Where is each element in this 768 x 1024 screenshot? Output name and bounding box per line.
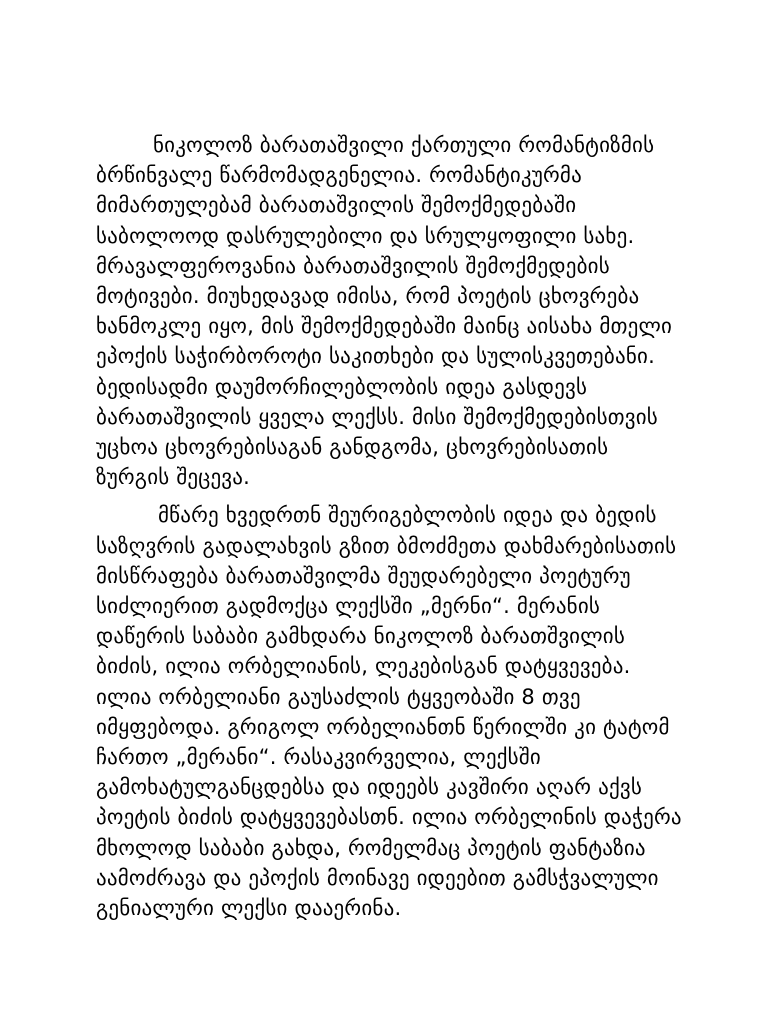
- text-line: ჩართო „მერანი“. რასაკვირველია, ლექსში: [96, 745, 541, 770]
- text-line: გენიალური ლექსი დააერინა.: [96, 896, 402, 921]
- essay-text: [96, 130, 736, 923]
- paragraph-2: [96, 500, 736, 923]
- text-line: საბოლოოდ დასრულებილი და სრულყოფილი სახე.: [96, 223, 635, 248]
- text-line: გამოხატულგანცდებსა და იდეებს კავშირი აღარ აქვს: [96, 775, 643, 800]
- text-line: მხოლოდ საბაბი გახდა, რომელმაც პოეტის ფანტაზია: [96, 835, 646, 860]
- text-line: საზღვრის გადალახვის გზით ბმოძმეთა დახმარებისათის: [96, 533, 677, 558]
- text-line: ზურგის შეცევა.: [96, 465, 251, 490]
- text-line: სიძლიერით გადმოქცა ლექსში „მერნი“. მერანის: [96, 594, 601, 619]
- text-line: ნიკოლოზ ბარათაშვილი ქართული რომანტიზმის: [153, 133, 655, 157]
- text-line: უცხოა ცხოვრებისაგან განდგომა, ცხოვრებისათის: [96, 435, 609, 460]
- text-line: მწარე ხვედრთნ შეურიგებლობის იდეა და ბედის: [158, 503, 657, 528]
- text-line: ეპოქის საჭირბოროტი საკითხები და სულისკვეთებანი.: [96, 344, 655, 369]
- text-line: პოეტის ბიძის დატყვევებასთნ. ილია ორბელინის დაჭერა: [96, 805, 682, 830]
- text-line: ბიძის, ილია ორბელიანის, ლეკებისგან დატყვევება.: [96, 654, 631, 679]
- text-line: ბარათაშვილის ყველა ლექსს. მისი შემოქმედებისთვის: [96, 404, 658, 429]
- text-line: მიმართულებამ ბარათაშვილის შემოქმედებაში: [96, 193, 577, 218]
- text-line: ხანმოკლე იყო, მის შემოქმედებაში მაინც აისახა მთელი: [96, 314, 673, 339]
- text-line: ბედისადმი დაუმორჩილებლობის იდეა გასდევს: [96, 374, 588, 399]
- text-line: აამოძრავა და ეპოქის მოინავე იდეებით გამსჭვალული: [96, 865, 659, 890]
- text-line: მოტივები. მიუხედავად იმისა, რომ პოეტის ცხოვრება: [96, 284, 640, 309]
- text-line: მრავალფეროვანია ბარათაშვილის შემოქმედების: [96, 253, 610, 278]
- paragraph-1: [96, 130, 736, 492]
- text-line: ილია ორბელიანი გაუსაძლის ტყვეობაში 8 თვე: [96, 684, 581, 709]
- text-line: ბრწინვალე წარმომადგენელია. რომანტიკურმა: [96, 163, 582, 188]
- text-line: იმყფებოდა. გრიგოლ ორბელიანთნ წერილში კი ტატომ: [96, 714, 670, 739]
- text-line: დაწერის საბაბი გამხდარა ნიკოლოზ ბარათშვილის: [96, 624, 626, 649]
- text-line: მისწრაფება ბარათაშვილმა შეუდარებელი პოეტურუ: [96, 563, 631, 588]
